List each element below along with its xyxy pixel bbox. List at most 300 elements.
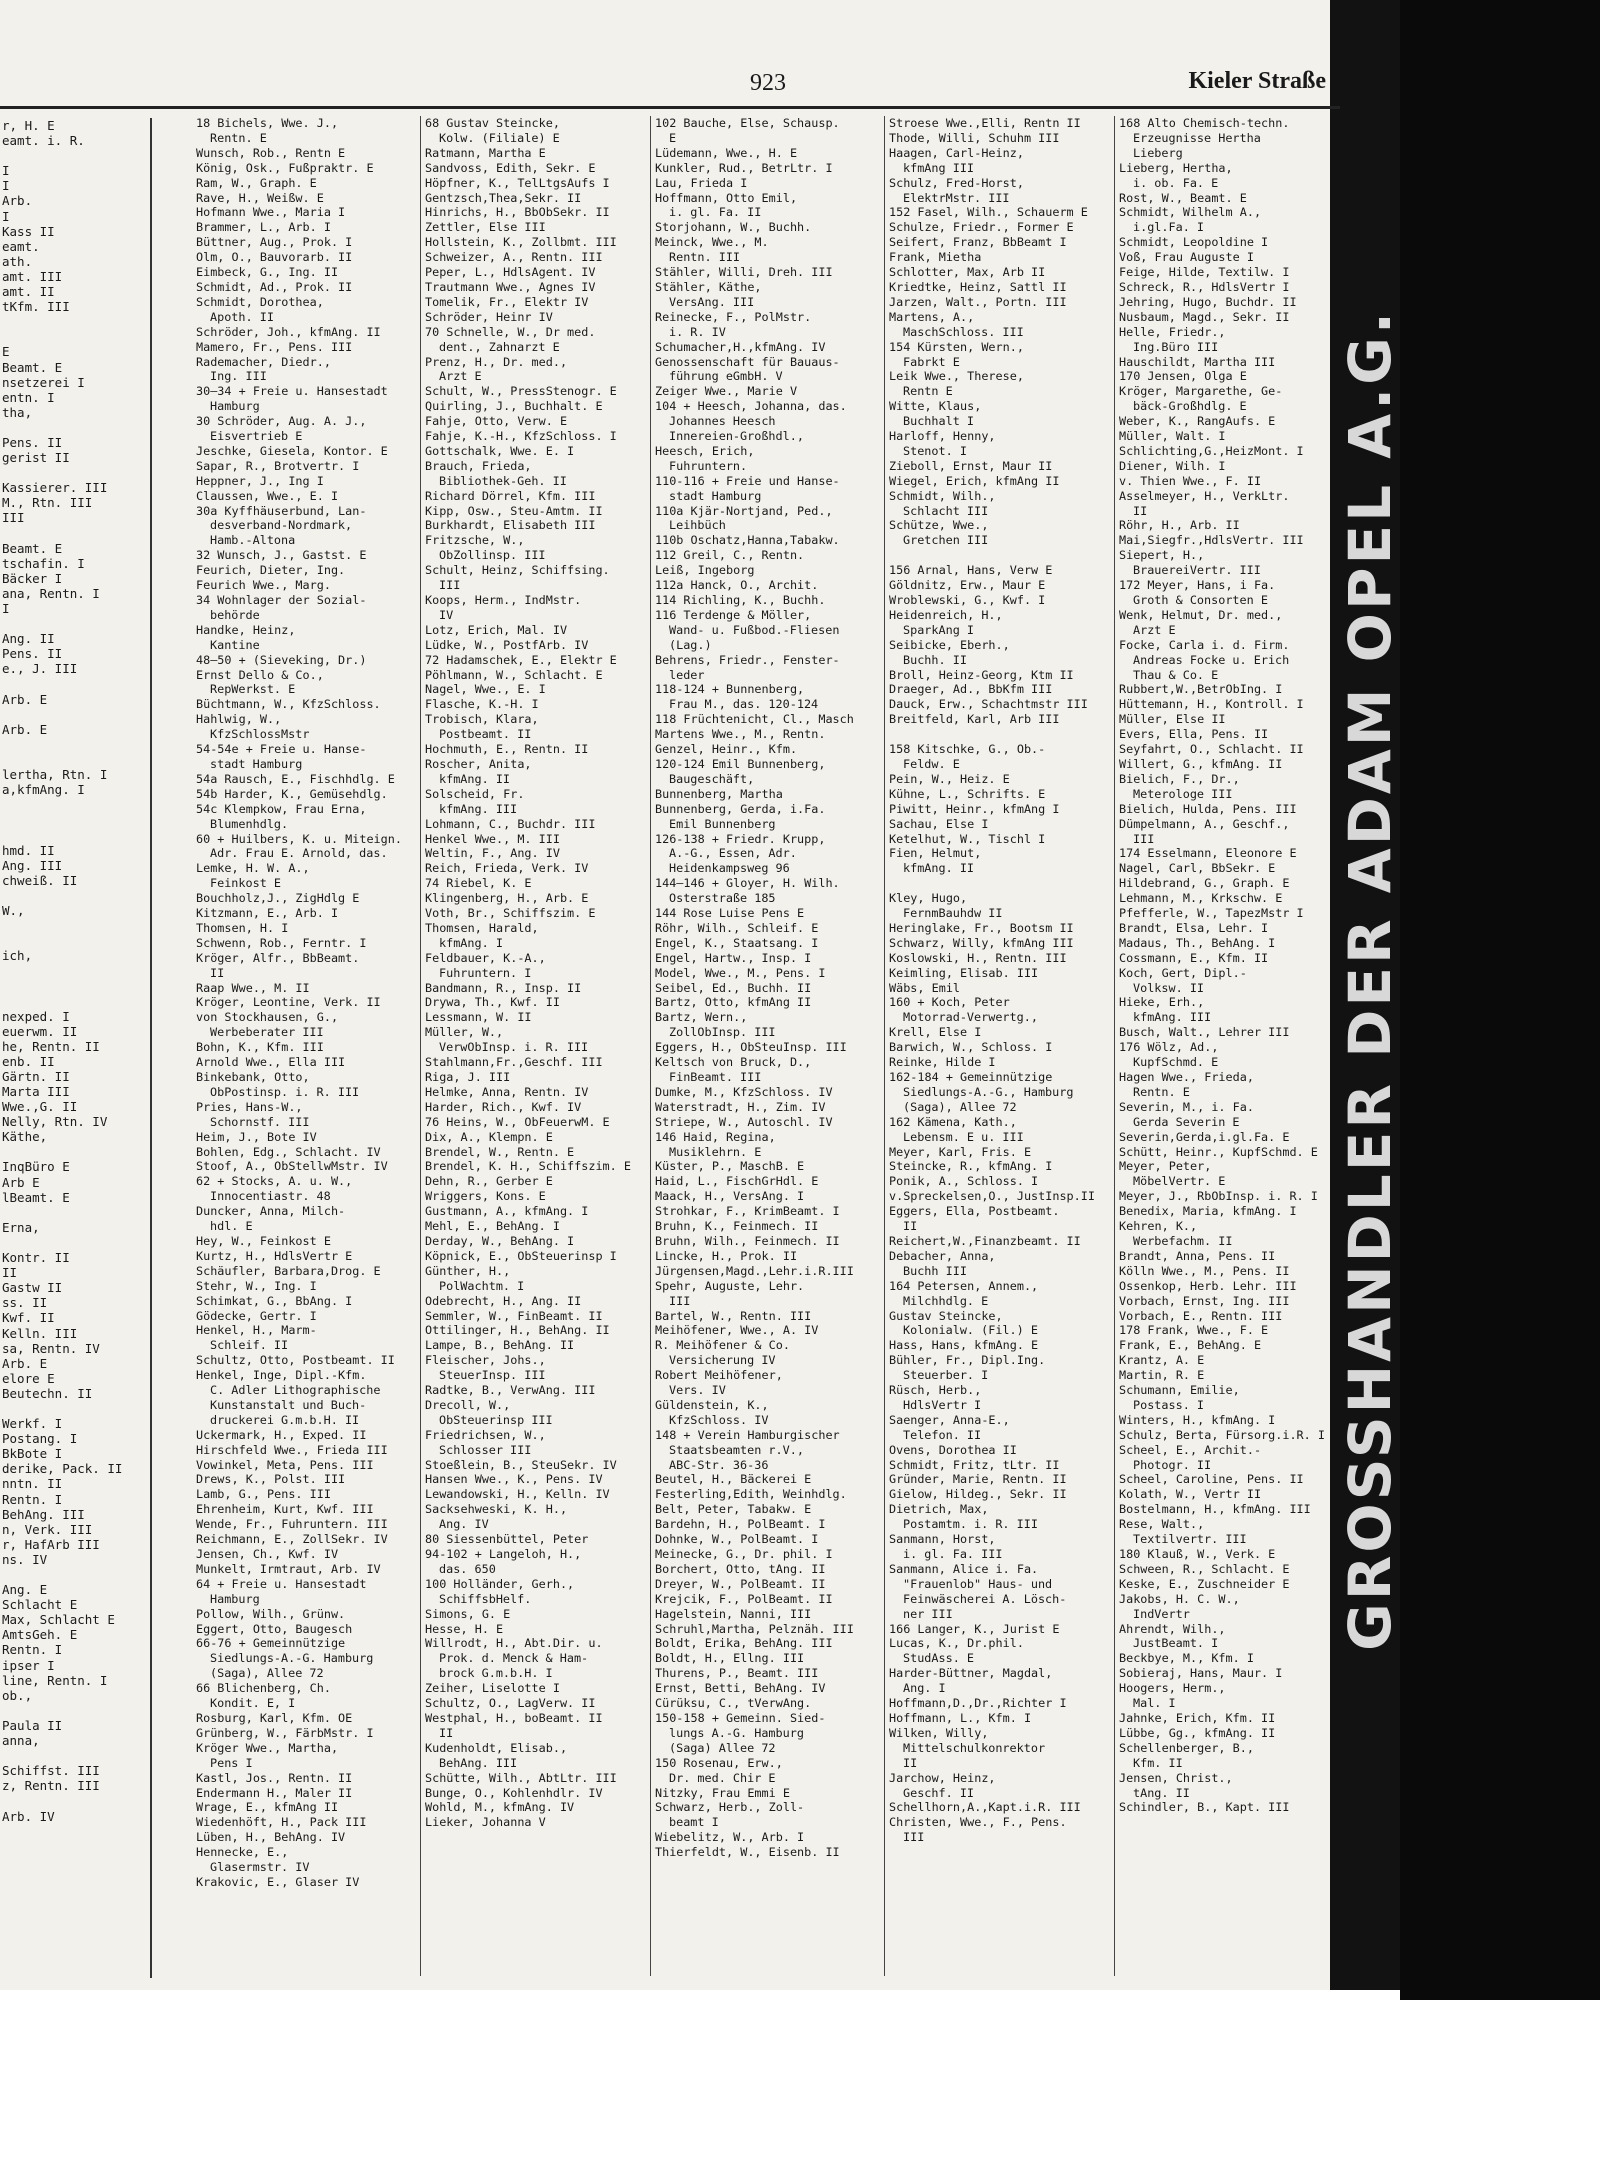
directory-entry: Flasche, K.-H. I <box>425 697 539 712</box>
directory-entry: Dietrich, Max, <box>889 1502 989 1517</box>
directory-entry: Güldenstein, K., <box>655 1397 769 1412</box>
directory-entry: Focke, Carla i. d. Firm. <box>1119 637 1290 652</box>
directory-entry: Blumenhdlg. <box>210 816 289 831</box>
directory-entry: Jarchow, Heinz, <box>889 1770 996 1785</box>
directory-entry: Hinrichs, H., BbObSekr. II <box>425 205 610 220</box>
directory-entry: Brendel, K. H., Schiffszim. E <box>425 1159 631 1174</box>
directory-entry: Uckermark, H., Exped. II <box>196 1427 367 1442</box>
directory-entry: Eggert, Otto, Baugesch <box>196 1621 353 1636</box>
directory-entry: 158 Kitschke, G., Ob.- <box>889 742 1046 757</box>
directory-entry: behörde <box>210 607 260 622</box>
directory-entry: Keltsch von Bruck, D., <box>655 1055 812 1070</box>
directory-entry: Hofmann Wwe., Maria I <box>196 205 346 220</box>
directory-entry: R. Meihöfener & Co. <box>655 1338 790 1353</box>
directory-entry: Draeger, Ad., BbKfm III <box>889 682 1053 697</box>
directory-entry: Lucas, K., Dr.phil. <box>889 1636 1024 1651</box>
directory-entry: Eimbeck, G., Ing. II <box>196 265 339 280</box>
directory-entry: Volksw. II <box>1133 980 1205 995</box>
fragment-line: I <box>2 208 10 224</box>
directory-entry: Lampe, B., BehAng. II <box>425 1338 575 1353</box>
directory-entry: 102 Bauche, Else, Schausp. <box>655 116 840 130</box>
fragment-line: II <box>2 1265 18 1281</box>
directory-entry: Hansen Wwe., K., Pens. IV <box>425 1472 603 1487</box>
directory-entry: Gödecke, Gertr. I <box>196 1308 317 1323</box>
directory-entry: Schultz, Otto, Postbeamt. II <box>196 1353 395 1368</box>
fragment-line: AmtsGeh. E <box>2 1627 78 1643</box>
directory-entry: Sandvoss, Edith, Sekr. E <box>425 160 596 175</box>
directory-entry: BrauereiVertr. III <box>1133 563 1261 578</box>
directory-entry: Heim, J., Bote IV <box>196 1129 317 1144</box>
directory-entry: 72 Hadamschek, E., Elektr E <box>425 652 617 667</box>
fragment-line: M., Rtn. III <box>2 495 93 511</box>
directory-entry: Siedlungs-A.-G., Hamburg <box>903 1084 1074 1099</box>
directory-entry: Busch, Walt., Lehrer III <box>1119 1025 1290 1040</box>
directory-entry: Bardehn, H., PolBeamt. I <box>655 1517 826 1532</box>
fragment-line: Ang. E <box>2 1582 48 1598</box>
directory-entry: Reichert,W.,Finanzbeamt. II <box>889 1233 1081 1248</box>
column-2 <box>420 116 647 1976</box>
fragment-line: Beamt. E <box>2 359 63 375</box>
directory-entry: (Saga) Allee 72 <box>669 1740 776 1755</box>
directory-entry: Lewandowski, H., Kelln. IV <box>425 1487 610 1502</box>
directory-entry: Schäufler, Barbara,Drog. E <box>196 1263 381 1278</box>
directory-entry: 18 Bichels, Wwe. J., <box>196 116 339 130</box>
directory-entry: Ehrenheim, Kurt, Kwf. III <box>196 1502 374 1517</box>
fragment-line: Kwf. II <box>2 1310 55 1326</box>
directory-entry: Stähler, Käthe, <box>655 279 762 294</box>
directory-entry: Broll, Heinz-Georg, Ktm II <box>889 667 1074 682</box>
directory-entry: Buchh. II <box>903 652 967 667</box>
directory-entry: Bohn, K., Kfm. III <box>196 1040 324 1055</box>
directory-entry: Schult, Heinz, Schiffsing. <box>425 563 610 578</box>
directory-entry: Winters, H., kfmAng. I <box>1119 1412 1276 1427</box>
directory-entry: Wand- u. Fußbod.-Fliesen <box>669 622 840 637</box>
directory-entry: Lieker, Johanna V <box>425 1815 546 1830</box>
directory-entry: Rademacher, Diedr., <box>196 354 331 369</box>
directory-entry: Grünberg, W., FärbMstr. I <box>196 1725 374 1740</box>
fragment-line: nexped. I <box>2 1008 70 1024</box>
directory-entry: Apoth. II <box>210 309 274 324</box>
directory-entry: Scheel, Caroline, Pens. II <box>1119 1472 1304 1487</box>
fragment-line <box>0 616 150 631</box>
directory-entry: Thau & Co. E <box>1133 667 1219 682</box>
directory-entry: Piwitt, Heinr., kfmAng I <box>889 801 1060 816</box>
directory-entry: Derday, W., BehAng. I <box>425 1233 575 1248</box>
directory-entry: Zeiher, Liselotte I <box>425 1681 560 1696</box>
directory-entry: Gentzsch,Thea,Sekr. II <box>425 190 582 205</box>
fragment-line: entn. I <box>2 389 55 405</box>
directory-entry: Pollow, Wilh., Grünw. <box>196 1606 346 1621</box>
fragment-line <box>0 797 150 812</box>
directory-entry: 118 Früchtenicht, Cl., Masch <box>655 712 854 727</box>
directory-entry: Vorbach, E., Rentn. III <box>1119 1308 1283 1323</box>
directory-entry: Beckbye, M., Kfm. I <box>1119 1651 1254 1666</box>
directory-entry: Wiegel, Erich, kfmAng II <box>889 473 1060 488</box>
page-number: 923 <box>750 70 786 96</box>
directory-entry: Ahrendt, Wilh., <box>1119 1621 1226 1636</box>
directory-entry: KupfSchmd. E <box>1133 1055 1219 1070</box>
directory-entry <box>885 727 1111 742</box>
directory-entry: Andreas Focke u. Erich <box>1133 652 1290 667</box>
directory-entry: Müller, Walt. I <box>1119 429 1226 444</box>
directory-entry: Meinecke, G., Dr. phil. I <box>655 1547 833 1561</box>
column-5 <box>1114 116 1341 1976</box>
directory-entry: Schlacht III <box>903 503 989 518</box>
directory-entry: Hamb.-Altona <box>210 533 296 548</box>
directory-entry: Bartz, Wern., <box>655 1010 748 1025</box>
fragment-line: ns. IV <box>2 1551 48 1567</box>
directory-entry: Drews, K., Polst. III <box>196 1472 346 1487</box>
directory-entry: Röhr, Wilh., Schleif. E <box>655 920 819 935</box>
directory-entry: Cürüksu, C., tVerwAng. <box>655 1696 812 1711</box>
directory-entry: Schröder, Heinr IV <box>425 309 553 324</box>
directory-entry: Thomsen, H. I <box>196 920 289 935</box>
directory-entry: Koslowski, H., Rentn. III <box>889 950 1067 965</box>
directory-entry: Müller, Else II <box>1119 712 1226 727</box>
directory-entry: Dr. med. Chir E <box>669 1770 776 1785</box>
fragment-line: tha, <box>2 404 33 420</box>
fragment-line: ich, <box>2 948 33 964</box>
directory-entry: 150 Rosenau, Erw., <box>655 1755 783 1770</box>
fragment-line: nsetzerei I <box>2 374 85 390</box>
directory-entry: Göldnitz, Erw., Maur E <box>889 578 1046 593</box>
directory-entry: Jürgensen,Magd.,Lehr.i.R.III <box>655 1263 854 1278</box>
directory-entry: Simons, G. E <box>425 1606 511 1621</box>
directory-entry: Odebrecht, H., Ang. II <box>425 1293 582 1308</box>
directory-entry: Koops, Herm., IndMstr. <box>425 593 582 607</box>
directory-entry: ObZollinsp. III <box>439 548 546 563</box>
directory-entry: Rave, H., Weißw. E <box>196 190 324 205</box>
directory-entry: 66-76 + Gemeinnützige <box>196 1636 346 1651</box>
directory-entry: Lübbe, Gg., kfmAng. II <box>1119 1725 1276 1740</box>
fragment-line: Paula II <box>2 1717 63 1733</box>
directory-entry: C. Adler Lithographische <box>210 1383 381 1398</box>
fragment-line: Arb. <box>2 193 33 209</box>
directory-entry: Krell, Else I <box>889 1025 982 1040</box>
directory-entry: Ang. I <box>903 1681 946 1696</box>
fragment-line: Gastw II <box>2 1280 63 1296</box>
directory-entry: Kitzmann, E., Arb. I <box>196 906 339 921</box>
directory-entry: Gielow, Hildeg., Sekr. II <box>889 1487 1067 1502</box>
directory-entry: i. R. IV <box>669 324 726 339</box>
fragment-line <box>0 420 150 435</box>
fragment-line: derike, Pack. II <box>2 1461 123 1477</box>
directory-entry: Rüsch, Herb., <box>889 1383 982 1398</box>
directory-entry: Schmidt, Fritz, tLtr. II <box>889 1457 1060 1472</box>
directory-entry: 64 + Freie u. Hansestadt <box>196 1576 367 1591</box>
directory-entry: Semmler, W., FinBeamt. II <box>425 1308 603 1323</box>
fragment-line: Pens. II <box>2 646 63 662</box>
fragment-line <box>0 812 150 827</box>
directory-entry: Bostelmann, H., kfmAng. III <box>1119 1502 1311 1517</box>
directory-entry: SparkAng I <box>903 622 975 637</box>
directory-entry <box>885 548 1111 563</box>
directory-entry: Pries, Hans-W., <box>196 1099 303 1114</box>
directory-entry: Jahnke, Erich, Kfm. II <box>1119 1710 1276 1725</box>
directory-entry: Waterstradt, H., Zim. IV <box>655 1099 826 1114</box>
directory-entry: kfmAng. II <box>903 861 975 876</box>
fragment-line <box>0 148 150 163</box>
directory-entry: Zeiger Wwe., Marie V <box>655 384 798 399</box>
directory-entry: Heppner, J., Ing I <box>196 473 324 488</box>
directory-entry: 54b Harder, K., Gemüsehdlg. <box>196 786 388 801</box>
directory-entry: Lemke, H. W. A., <box>196 861 310 876</box>
directory-entry: 144 Rose Luise Pens E <box>655 906 805 921</box>
directory-entry: stadt Hamburg <box>210 756 303 771</box>
directory-entry: dent., Zahnarzt E <box>439 339 560 354</box>
directory-entry: Madaus, Th., BehAng. I <box>1119 935 1276 950</box>
fragment-line: Erna, <box>2 1219 40 1235</box>
directory-entry: Sacksehweski, K. H., <box>425 1502 568 1517</box>
fragment-line: r, HafArb III <box>2 1536 100 1552</box>
directory-entry: Sachau, Else I <box>889 816 989 831</box>
directory-entry: Dreyer, W., PolBeamt. II <box>655 1576 826 1591</box>
directory-entry: Christen, Wwe., F., Pens. <box>889 1815 1067 1830</box>
directory-entry: BehAng. III <box>439 1755 518 1770</box>
directory-entry: Barwich, W., Schloss. I <box>889 1040 1053 1055</box>
directory-entry: A.-G., Essen, Adr. <box>669 846 797 861</box>
directory-entry: Ossenkop, Herb. Lehr. III <box>1119 1278 1297 1293</box>
directory-entry: Werbefachm. II <box>1133 1233 1233 1248</box>
fragment-line: lBeamt. E <box>2 1189 70 1205</box>
directory-entry: Riga, J. III <box>425 1070 511 1084</box>
directory-entry: Lieberg, Hertha, <box>1119 160 1233 175</box>
directory-entry: III <box>439 578 461 593</box>
directory-entry: 54-54e + Freie u. Hanse- <box>196 742 367 757</box>
fragment-line: tschafin. I <box>2 555 85 571</box>
directory-entry: Wroblewski, G., Kwf. I <box>889 593 1046 607</box>
directory-entry: Genzel, Heinr., Kfm. <box>655 742 798 757</box>
fragment-line: Pens. II <box>2 434 63 450</box>
directory-entry: III <box>903 1830 925 1845</box>
directory-entry: Mamero, Fr., Pens. III <box>196 339 353 354</box>
directory-entry: Heidenkampsweg 96 <box>669 861 790 876</box>
directory-entry: Brandt, Anna, Pens. II <box>1119 1248 1276 1263</box>
directory-entry: Nitzky, Frau Emmi E <box>655 1785 790 1800</box>
directory-entry: Frank, E., BehAng. E <box>1119 1338 1262 1353</box>
directory-entry: lungs A.-G. Hamburg <box>669 1725 804 1740</box>
directory-entry: E <box>669 130 677 145</box>
directory-entry: Brendel, W., Rentn. E <box>425 1144 575 1159</box>
directory-entry: Severin,Gerda,i.gl.Fa. E <box>1119 1129 1290 1144</box>
fragment-line: Marta III <box>2 1084 70 1099</box>
fragment-line: z, Rentn. III <box>2 1778 100 1794</box>
directory-entry: Kolath, W., Vertr II <box>1119 1487 1262 1502</box>
directory-entry: Werbeberater III <box>210 1025 324 1040</box>
directory-entry: kfmAng. III <box>1133 1010 1212 1025</box>
directory-entry: Stoof, A., ObStellwMstr. IV <box>196 1159 388 1174</box>
directory-entry: Bouchholz,J., ZigHdlg E <box>196 891 360 906</box>
directory-entry: Lotz, Erich, Mal. IV <box>425 622 568 637</box>
directory-entry: Wriggers, Kons. E <box>425 1189 546 1204</box>
directory-entry: Kurtz, H., HdlsVertr E <box>196 1248 353 1263</box>
directory-entry: 30a Kyffhäuserbund, Lan- <box>196 503 367 518</box>
directory-entry: 164 Petersen, Annem., <box>889 1278 1039 1293</box>
fragment-line: Kassierer. III <box>2 480 108 496</box>
directory-entry: Mai,Siegfr.,HdlsVertr. III <box>1119 533 1304 548</box>
directory-entry: (Saga), Allee 72 <box>903 1099 1017 1114</box>
directory-entry: Brandt, Elsa, Lehr. I <box>1119 920 1269 935</box>
directory-entry: Emil Bunnenberg <box>669 816 776 831</box>
directory-entry: Sanmann, Alice i. Fa. <box>889 1561 1039 1576</box>
directory-entry: 76 Heins, W., ObFeuerwM. E <box>425 1114 610 1129</box>
directory-entry: 162 Kämena, Kath., <box>889 1114 1017 1129</box>
directory-entry: Pöhlmann, W., Schlacht. E <box>425 667 603 682</box>
fragment-line: Ang. II <box>2 631 55 647</box>
directory-entry: Kfm. II <box>1133 1755 1183 1770</box>
directory-entry: Schwarz, Willy, kfmAng III <box>889 935 1074 950</box>
directory-entry: Motorrad-Verwertg., <box>903 1010 1038 1025</box>
directory-entry: Hagelstein, Nanni, III <box>655 1606 812 1621</box>
directory-entry: Büchtmann, W., KfzSchloss. <box>196 697 381 712</box>
directory-entry: 114 Richling, K., Buchh. <box>655 593 826 607</box>
directory-entry: Günther, H., <box>425 1263 511 1278</box>
directory-entry: Meyer, J., RbObInsp. i. R. I <box>1119 1189 1318 1204</box>
directory-entry: Hoffmann, L., Kfm. I <box>889 1710 1032 1725</box>
fragment-line: InqBüro E <box>2 1159 70 1175</box>
directory-entry: Ang. IV <box>439 1517 489 1532</box>
directory-entry: Kolw. (Filiale) E <box>439 130 560 145</box>
fragment-line <box>0 918 150 933</box>
directory-entry: Stehr, W., Ing. I <box>196 1278 317 1293</box>
directory-entry: Radtke, B., VerwAng. III <box>425 1383 596 1398</box>
fragment-line: III <box>2 510 25 526</box>
directory-entry: 120-124 Emil Bunnenberg, <box>655 756 826 771</box>
directory-entry: kfmAng. III <box>439 801 518 816</box>
directory-entry: Schleif. II <box>210 1338 289 1353</box>
directory-entry: Dauck, Erw., Schachtmstr III <box>889 697 1088 712</box>
fragment-line: Werkf. I <box>2 1416 63 1432</box>
directory-entry: Textilvertr. III <box>1133 1532 1247 1547</box>
directory-entry: Lessmann, W. II <box>425 1010 532 1025</box>
directory-entry: Staatsbeamten r.V., <box>669 1442 804 1457</box>
directory-entry: Gerda Severin E <box>1133 1114 1240 1129</box>
fragment-line <box>0 827 150 842</box>
directory-entry: Baugeschäft, <box>669 771 755 786</box>
fragment-line: Max, Schlacht E <box>2 1612 115 1628</box>
fragment-line: ss. II <box>2 1295 48 1311</box>
fragment-line: elore E <box>2 1370 55 1386</box>
directory-entry: Ketelhut, W., Tischl I <box>889 831 1046 846</box>
directory-entry: Musiklehrn. E <box>669 1144 762 1159</box>
directory-entry: Bunnenberg, Gerda, i.Fa. <box>655 801 826 816</box>
directory-entry: Keske, E., Zuschneider E <box>1119 1576 1290 1591</box>
fragment-line: amt. II <box>2 284 55 300</box>
directory-entry: v. Thien Wwe., F. II <box>1119 473 1262 488</box>
directory-entry: Weber, K., RangAufs. E <box>1119 414 1276 429</box>
directory-entry: Meterologe III <box>1133 786 1233 801</box>
directory-entry: druckerei G.m.b.H. II <box>210 1412 360 1427</box>
directory-entry: Steuerber. I <box>903 1368 989 1383</box>
directory-entry: Innereien-Großhdl., <box>669 429 804 444</box>
directory-entry: Bibliothek-Geh. II <box>439 473 567 488</box>
directory-entry: Ponik, A., Schloss. I <box>889 1174 1039 1189</box>
directory-entry: Kastl, Jos., Rentn. II <box>196 1770 353 1785</box>
directory-entry: brock G.m.b.H. I <box>439 1666 553 1681</box>
directory-entry: II <box>903 1755 918 1770</box>
fragment-line: n, Verk. III <box>2 1521 93 1537</box>
directory-entry: ElektrMstr. III <box>903 190 1010 205</box>
fragment-line: Rentn. I <box>2 1491 63 1507</box>
directory-entry: Schröder, Joh., kfmAng. II <box>196 324 381 339</box>
directory-entry: 66 Blichenberg, Ch. <box>196 1681 331 1696</box>
directory-entry: Weltin, F., Ang. IV <box>425 846 560 861</box>
fragment-line <box>0 1205 150 1220</box>
directory-entry: Henkel, Inge, Dipl.-Kfm. <box>196 1368 367 1383</box>
directory-entry: Bruhn, K., Feinmech. II <box>655 1219 819 1234</box>
directory-entry: Heringlake, Fr., Bootsm II <box>889 920 1074 935</box>
directory-entry: Meyer, Peter, <box>1119 1159 1212 1174</box>
directory-entry: 104 + Heesch, Johanna, das. <box>655 399 847 414</box>
fragment-line: e., J. III <box>2 661 78 677</box>
directory-entry: 54c Klempkow, Frau Erna, <box>196 801 367 816</box>
fragment-line <box>0 1748 150 1763</box>
directory-entry: Thode, Willi, Schuhm III <box>889 130 1060 145</box>
fragment-line: Beutechn. II <box>2 1385 93 1401</box>
directory-entry: Hirschfeld Wwe., Frieda III <box>196 1442 388 1457</box>
directory-entry: Rost, W., Beamt. E <box>1119 190 1247 205</box>
directory-entry: Nagel, Wwe., E. I <box>425 682 546 697</box>
directory-entry: 180 Klauß, W., Verk. E <box>1119 1547 1276 1561</box>
directory-entry: Saenger, Anna-E., <box>889 1412 1010 1427</box>
directory-entry: Vers. IV <box>669 1383 726 1398</box>
directory-entry: Hochmuth, E., Rentn. II <box>425 742 589 757</box>
directory-entry: Hamburg <box>210 399 260 414</box>
directory-entry: Prenz, H., Dr. med., <box>425 354 568 369</box>
fragment-line <box>0 329 150 344</box>
directory-entry: Storjohann, W., Buchh. <box>655 220 812 235</box>
directory-entry: Stähler, Willi, Dreh. III <box>655 265 833 280</box>
directory-entry: Schumann, Emilie, <box>1119 1383 1240 1398</box>
directory-entry: Schmidt, Leopoldine I <box>1119 235 1269 250</box>
directory-entry: Büttner, Aug., Prok. I <box>196 235 353 250</box>
fragment-line: Beamt. E <box>2 540 63 556</box>
directory-entry: Zieboll, Ernst, Maur II <box>889 458 1053 473</box>
directory-entry: 80 Siessenbüttel, Peter <box>425 1532 589 1547</box>
directory-entry: Meyer, Karl, Fris. E <box>889 1144 1032 1159</box>
fragment-line: enb. II <box>2 1053 55 1069</box>
header-rule <box>0 106 1340 109</box>
directory-entry: Frau M., das. 120-124 <box>669 697 819 712</box>
fragment-line: Käthe, <box>2 1129 48 1145</box>
fragment-line: gerist II <box>2 450 70 466</box>
directory-entry: Buchhalt I <box>903 414 975 429</box>
directory-entry: Cossmann, E., Kfm. II <box>1119 950 1269 965</box>
fragment-line: Schlacht E <box>2 1597 78 1613</box>
fragment-line: nntn. II <box>2 1476 63 1492</box>
directory-entry: Innocentiastr. 48 <box>210 1189 331 1204</box>
fragment-line: Arb. IV <box>2 1808 55 1824</box>
scan-border <box>1400 0 1600 2000</box>
directory-entry: Helmke, Anna, Rentn. IV <box>425 1084 589 1099</box>
directory-entry: Adr. Frau E. Arnold, das. <box>210 846 388 861</box>
directory-entry: Stoeßlein, B., SteuSekr. IV <box>425 1457 617 1472</box>
directory-entry: Schellhorn,A.,Kapt.i.R. III <box>889 1800 1081 1815</box>
directory-entry: Hoffmann, Otto Emil, <box>655 190 798 205</box>
directory-entry: VerwObInsp. i. R. III <box>439 1040 589 1055</box>
directory-entry: Reinecke, F., PolMstr. <box>655 309 812 324</box>
directory-entry: Buchh III <box>903 1263 967 1278</box>
directory-entry: Schlotter, Max, Arb II <box>889 265 1046 280</box>
directory-entry: KfzSchloss. IV <box>669 1412 769 1427</box>
directory-entry: Behrens, Friedr., Fenster- <box>655 652 840 667</box>
directory-entry: Thurens, P., Beamt. III <box>655 1666 819 1681</box>
directory-entry: ABC-Str. 36-36 <box>669 1457 769 1472</box>
directory-entry: Model, Wwe., M., Pens. I <box>655 965 826 980</box>
directory-entry: 30 Schröder, Aug. A. J., <box>196 414 367 429</box>
directory-entry: Gustmann, A., kfmAng. I <box>425 1204 589 1219</box>
directory-entry: Mal. I <box>1133 1696 1176 1711</box>
